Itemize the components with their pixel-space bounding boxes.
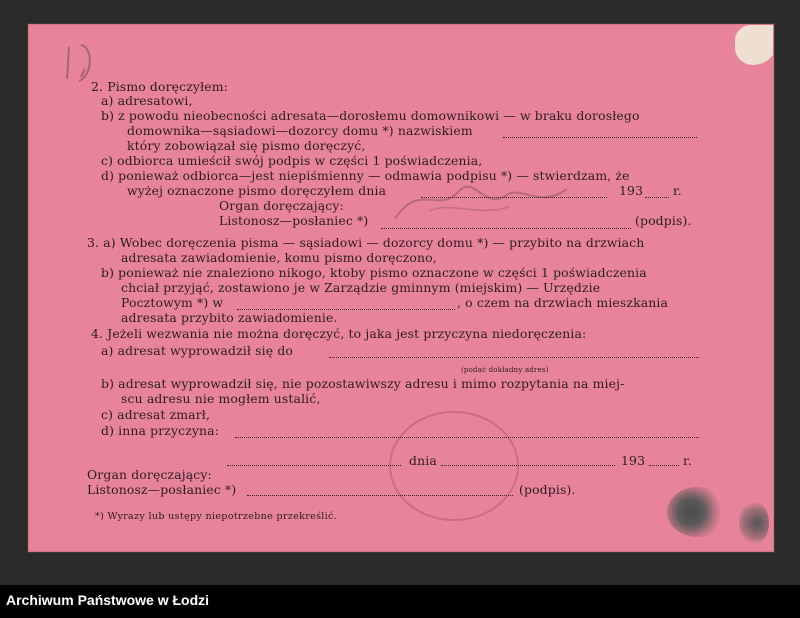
section-4-option-c: c) adresat zmarł, <box>101 407 211 422</box>
section-4-option-b-line1: b) adresat wyprowadził się, nie pozostawiwszy adresu i mimo rozpytania na miej- <box>101 376 625 391</box>
section-2-option-b-line1: b) z powodu nieobecności adresata—dorosłemu domownikowi — w braku dorosłego <box>101 108 640 123</box>
name-field-line <box>503 137 697 138</box>
year-field-line-2 <box>649 465 679 466</box>
signature-field-line-2 <box>247 495 513 496</box>
date-field-line <box>421 197 607 198</box>
delivery-receipt-card <box>28 24 774 552</box>
date-label-2: dnia <box>409 453 437 468</box>
section-3-option-b-line4: adresata przybito zawiadomienie. <box>121 310 338 325</box>
ink-stain <box>667 487 727 537</box>
archive-label: Archiwum Państwowe w Łodzi <box>6 592 210 608</box>
section-2-option-a: a) adresatowi, <box>101 93 193 108</box>
footnote: *) Wyrazy lub ustępy niepotrzebne przekreślić. <box>95 511 338 522</box>
section-3-option-b-line2: chciał przyjąć, zostawiono je w Zarządzie gminnym (miejskim) — Urzędzie <box>121 280 601 295</box>
section-2-option-b-line2: domownika—sąsiadowi—dozorcy domu *) nazwiskiem <box>127 123 473 138</box>
section-2-heading: 2. Pismo doręczyłem: <box>91 79 228 94</box>
section-4-option-a: a) adresat wyprowadził się do <box>101 343 294 358</box>
place-field-line <box>227 465 401 466</box>
torn-corner <box>735 25 774 65</box>
other-reason-field-line <box>235 437 699 438</box>
section-3-option-b-line3b: , o czem na drzwiach mieszkania <box>457 295 669 310</box>
section-2-year-suffix: r. <box>673 183 682 198</box>
signature-label-2: (podpis). <box>519 482 576 497</box>
section-4-option-d: d) inna przyczyna: <box>101 423 220 438</box>
section-3-option-b-line1: b) ponieważ nie znaleziono nikogo, ktoby pismo oznaczone w części 1 poświadczenia <box>101 265 647 280</box>
section-2-option-c: c) odbiorca umieścił swój podpis w części 1 poświadczenia, <box>101 153 483 168</box>
postman-label-1: Listonosz—posłaniec *) <box>219 213 369 228</box>
signature-label-1: (podpis). <box>635 213 692 228</box>
ink-stain-edge <box>739 501 769 545</box>
address-hint: (podać dokładny adres) <box>461 366 549 374</box>
organ-label-1: Organ doręczający: <box>219 198 344 213</box>
year-prefix-2: 193 <box>621 453 646 468</box>
section-3-option-a-line1: 3. a) Wobec doręczenia pisma — sąsiadowi — dozorcy domu *) — przybito na drzwiach <box>87 235 645 250</box>
organ-label-2: Organ doręczający: <box>87 467 212 482</box>
date-field-line-2 <box>441 465 615 466</box>
section-2-option-d-line1: d) ponieważ odbiorca—jest niepiśmienny — odmawia podpisu *) — stwierdzam, że <box>101 168 630 183</box>
section-2-date-label: wyżej oznaczone pismo doręczyłem dnia <box>127 183 387 198</box>
new-address-field-line <box>329 357 699 358</box>
signature-field-line-1 <box>381 228 631 229</box>
section-2-year-prefix: 193 <box>619 183 644 198</box>
section-4-heading: 4. Jeżeli wezwania nie można doręczyć, to jaka jest przyczyna niedoręczenia: <box>91 326 587 341</box>
year-field-line <box>645 197 669 198</box>
postman-label-2: Listonosz—posłaniec *) <box>87 482 237 497</box>
year-suffix-2: r. <box>683 453 692 468</box>
section-3-option-b-line3a: Pocztowym *) w <box>121 295 224 310</box>
section-2-option-b-line3: który zobowiązał się pismo doręczyć, <box>127 138 366 153</box>
section-3-option-a-line2: adresata zawiadomienie, komu pismo doręczono, <box>121 250 437 265</box>
section-4-option-b-line2: scu adresu nie mogłem ustalić, <box>121 391 321 406</box>
